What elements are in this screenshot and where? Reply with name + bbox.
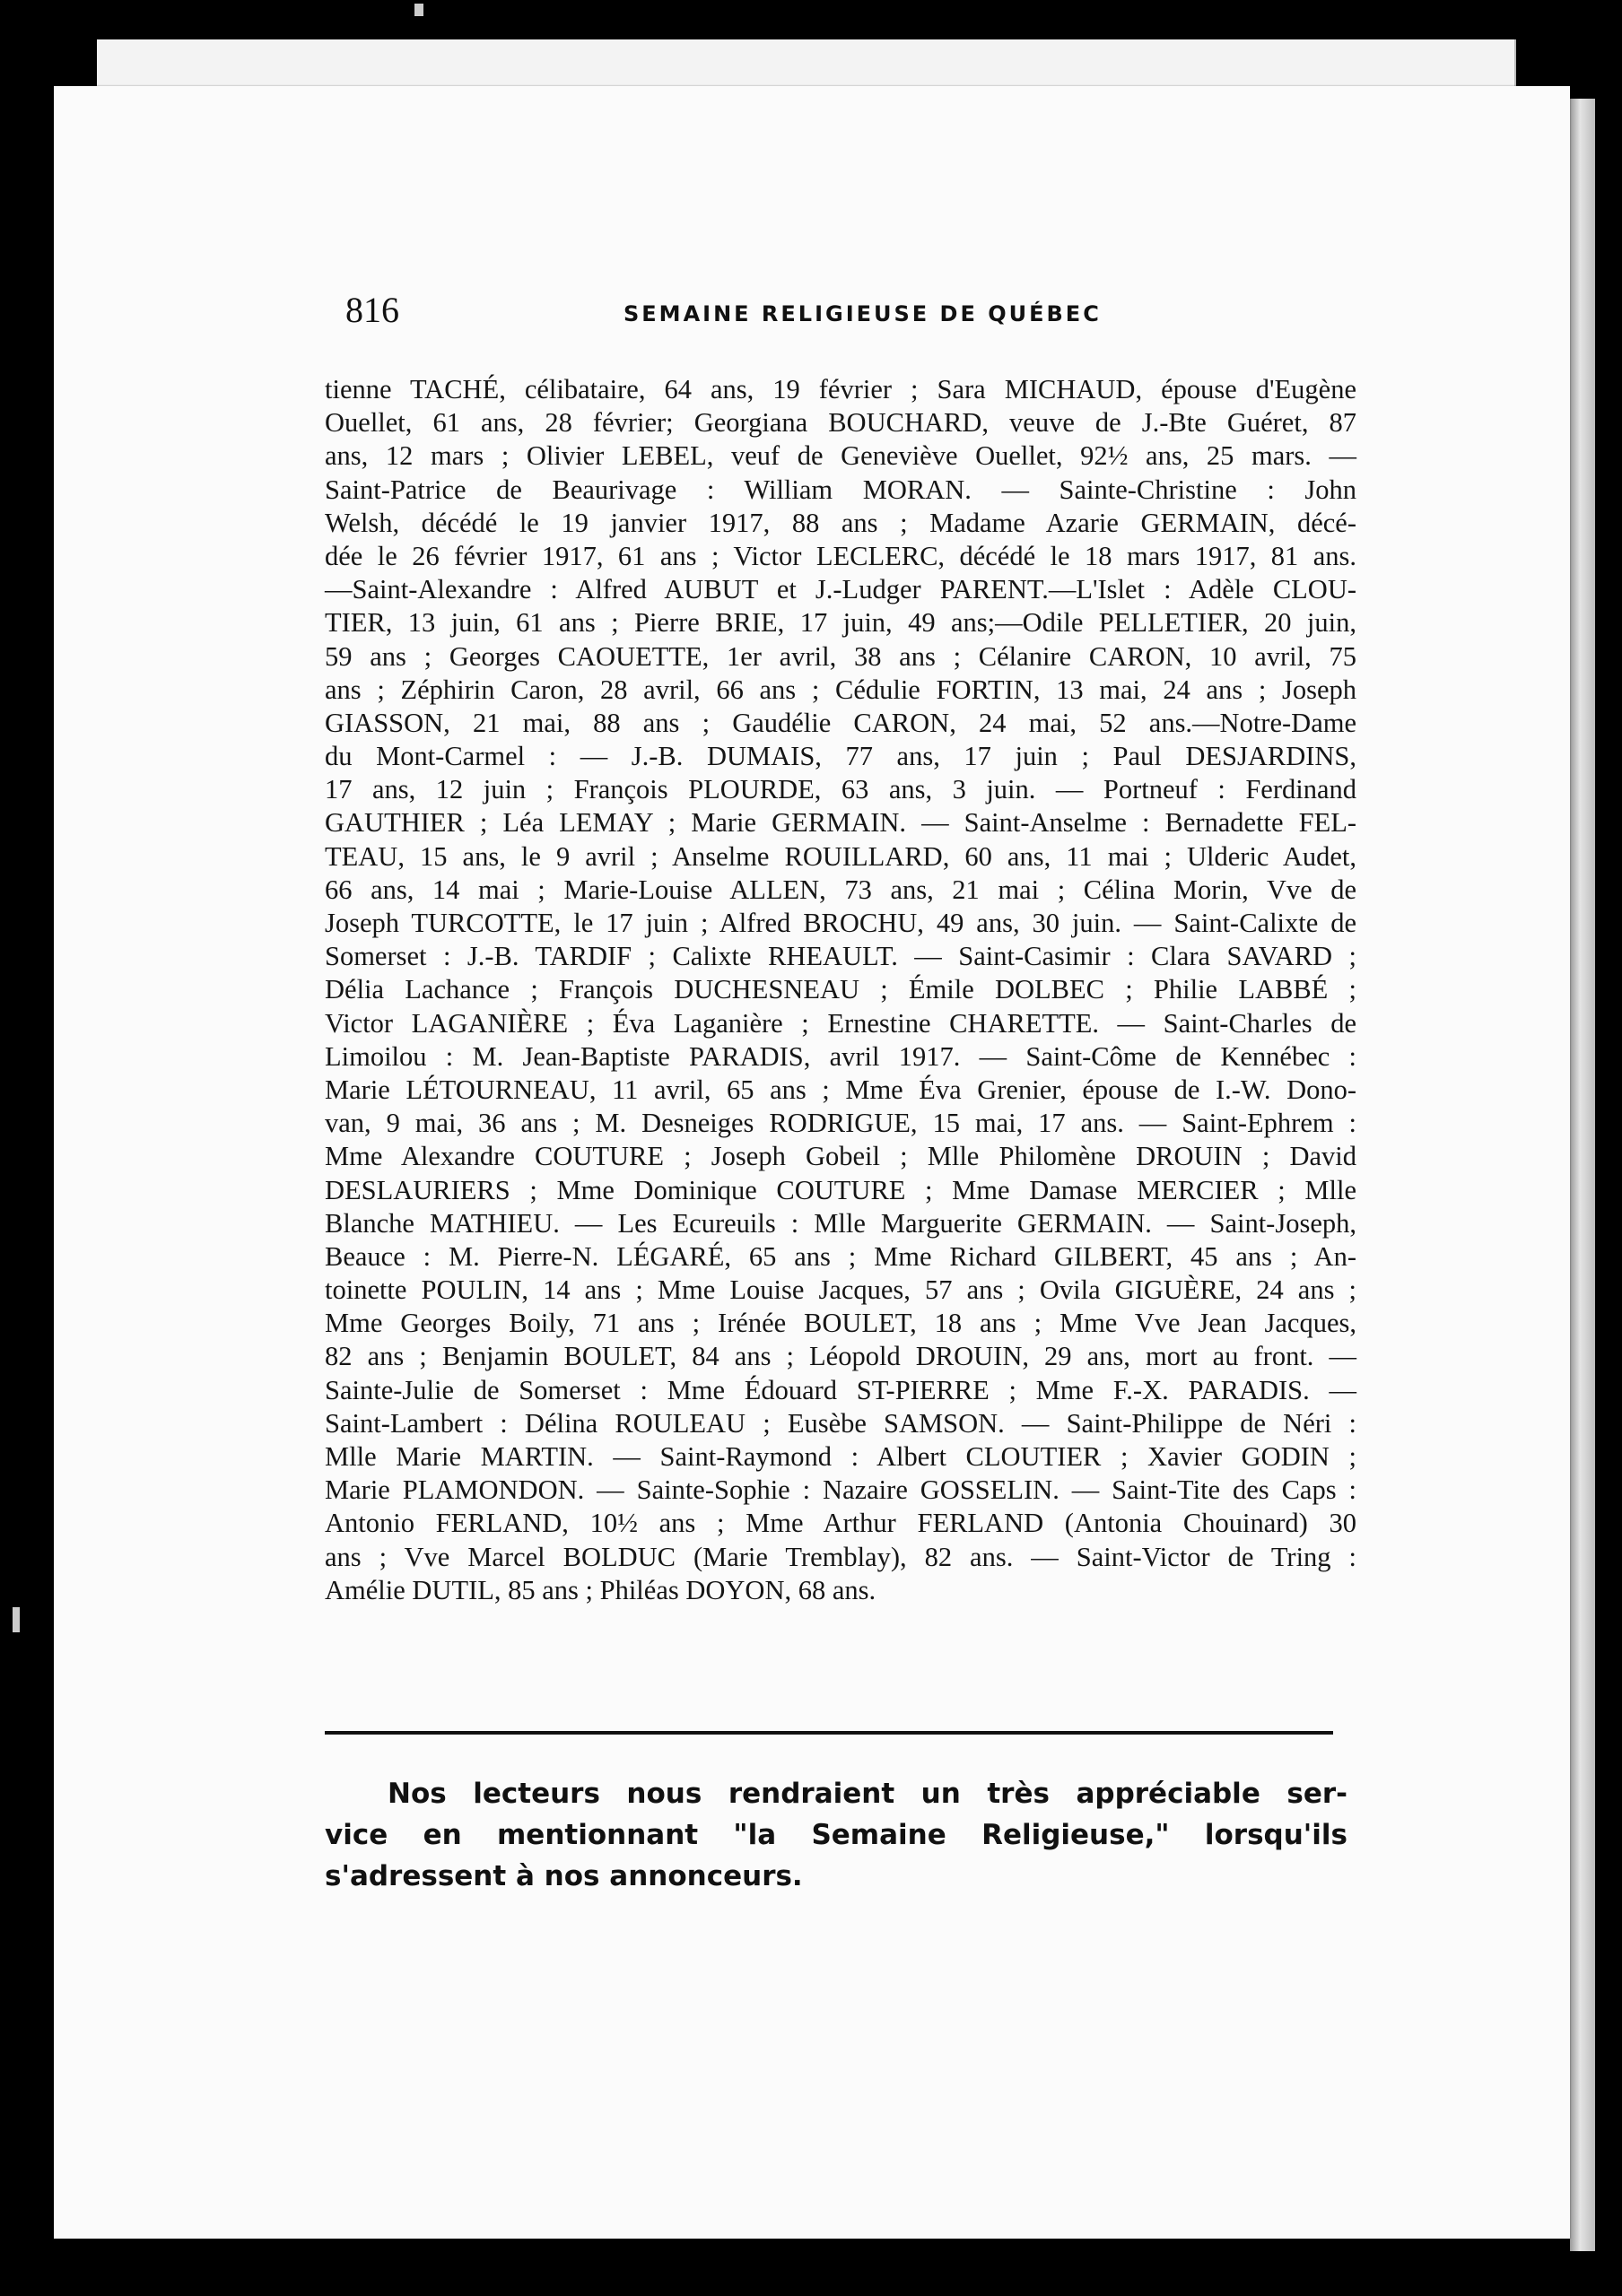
scan-speck [13,1607,20,1632]
body-line: Welsh, décédé le 19 janvier 1917, 88 ans ; Madame Azarie GERMAIN, décé- [325,507,1356,538]
body-line: dée le 26 février 1917, 61 ans ; Victor LECLERC, décédé le 18 mars 1917, 81 ans. [325,540,1356,571]
body-line: Blanche MATHIEU. — Les Ecureuils : Mlle Marguerite GERMAIN. — Saint-Joseph, [325,1207,1356,1239]
body-line: Mme Georges Boily, 71 ans ; Irénée BOULET, 18 ans ; Mme Vve Jean Jacques, [325,1308,1356,1339]
body-line: TEAU, 15 ans, le 9 avril ; Anselme ROUILLARD, 60 ans, 11 mai ; Ulderic Audet, [325,840,1356,872]
body-line: DESLAURIERS ; Mme Dominique COUTURE ; Mme Damase MERCIER ; Mlle [325,1174,1356,1205]
notice-line: vice en mentionnant "la Semaine Religieuse," lorsqu'ils [325,1819,1347,1851]
body-line: 82 ans ; Benjamin BOULET, 84 ans ; Léopold DROUIN, 29 ans, mort au front. — [325,1341,1356,1372]
body-line: Amélie DUTIL, 85 ans ; Philéas DOYON, 68 ans. [325,1574,876,1605]
body-line: tienne TACHÉ, célibataire, 64 ans, 19 février ; Sara MICHAUD, épouse d'Eugène [325,374,1356,404]
body-line: Sainte-Julie de Somerset : Mme Édouard ST-PIERRE ; Mme F.-X. PARADIS. — [325,1374,1356,1405]
body-line: 17 ans, 12 juin ; François PLOURDE, 63 ans, 3 juin. — Portneuf : Ferdinand [325,774,1356,805]
body-line: Somerset : J.-B. TARDIF ; Calixte RHEAULT. — Saint-Casimir : Clara SAVARD ; [325,941,1356,972]
scan-speck [414,4,423,16]
body-line: Joseph TURCOTTE, le 17 juin ; Alfred BROCHU, 49 ans, 30 juin. — Saint-Calixte de [325,908,1356,938]
body-line: Saint-Lambert : Délina ROULEAU ; Eusèbe SAMSON. — Saint-Philippe de Néri : [325,1407,1356,1439]
running-title: SEMAINE RELIGIEUSE DE QUÉBEC [624,301,1102,326]
body-line: 66 ans, 14 mai ; Marie-Louise ALLEN, 73 ans, 21 mai ; Célina Morin, Vve de [325,874,1356,905]
body-line: Victor LAGANIÈRE ; Éva Laganière ; Ernestine CHARETTE. — Saint-Charles de [325,1007,1356,1039]
body-line: Mlle Marie MARTIN. — Saint-Raymond : Albert CLOUTIER ; Xavier GODIN ; [325,1441,1356,1472]
body-line: Marie LÉTOURNEAU, 11 avril, 65 ans ; Mme Éva Grenier, épouse de I.-W. Dono- [325,1074,1356,1105]
body-line: toinette POULIN, 14 ans ; Mme Louise Jacques, 57 ans ; Ovila GIGUÈRE, 24 ans ; [325,1274,1356,1306]
horizontal-rule [325,1731,1333,1735]
body-line: ans ; Zéphirin Caron, 28 avril, 66 ans ; Cédulie FORTIN, 13 mai, 24 ans ; Joseph [325,674,1356,705]
body-line: Ouellet, 61 ans, 28 février; Georgiana BOUCHARD, veuve de J.-Bte Guéret, 87 [325,407,1356,439]
notice-line: Nos lecteurs nous rendraient un très appréciable ser- [388,1778,1347,1810]
notice-line: s'adressent à nos annonceurs. [325,1860,803,1892]
body-line: —Saint-Alexandre : Alfred AUBUT et J.-Ludger PARENT.—L'Islet : Adèle CLOU- [325,574,1356,605]
body-line: Beauce : M. Pierre-N. LÉGARÉ, 65 ans ; Mme Richard GILBERT, 45 ans ; An- [325,1240,1356,1272]
body-line: GAUTHIER ; Léa LEMAY ; Marie GERMAIN. — Saint-Anselme : Bernadette FEL- [325,807,1356,839]
page-edge-strip [1570,99,1595,2251]
body-line: Marie PLAMONDON. — Sainte-Sophie : Nazaire GOSSELIN. — Saint-Tite des Caps : [325,1474,1356,1506]
body-line: 59 ans ; Georges CAOUETTE, 1er avril, 38 ans ; Célanire CARON, 10 avril, 75 [325,640,1356,672]
page-header [345,289,1350,343]
body-line: TIER, 13 juin, 61 ans ; Pierre BRIE, 17 juin, 49 ans;—Odile PELLETIER, 20 juin, [325,607,1356,639]
body-line: Saint-Patrice de Beaurivage : William MORAN. — Sainte-Christine : John [325,474,1356,505]
page-number: 816 [345,290,399,330]
body-line: van, 9 mai, 36 ans ; M. Desneiges RODRIGUE, 15 mai, 17 ans. — Saint-Ephrem : [325,1108,1356,1139]
body-line: Délia Lachance ; François DUCHESNEAU ; Émile DOLBEC ; Philie LABBÉ ; [325,974,1356,1005]
body-line: Limoilou : M. Jean-Baptiste PARADIS, avril 1917. — Saint-Côme de Kennébec : [325,1040,1356,1072]
body-line: GIASSON, 21 mai, 88 ans ; Gaudélie CARON, 24 mai, 52 ans.—Notre-Dame [325,707,1356,738]
advertiser-notice [325,1773,1347,1897]
body-line: du Mont-Carmel : — J.-B. DUMAIS, 77 ans, 17 juin ; Paul DESJARDINS, [325,741,1356,772]
body-text [325,373,1356,1607]
body-line: Mme Alexandre COUTURE ; Joseph Gobeil ; Mlle Philomène DROUIN ; David [325,1141,1356,1172]
body-line: Antonio FERLAND, 10½ ans ; Mme Arthur FERLAND (Antonia Chouinard) 30 [325,1508,1356,1539]
body-line: ans ; Vve Marcel BOLDUC (Marie Tremblay), 82 ans. — Saint-Victor de Tring : [325,1541,1356,1572]
body-line: ans, 12 mars ; Olivier LEBEL, veuf de Geneviève Ouellet, 92½ ans, 25 mars. — [325,440,1356,472]
